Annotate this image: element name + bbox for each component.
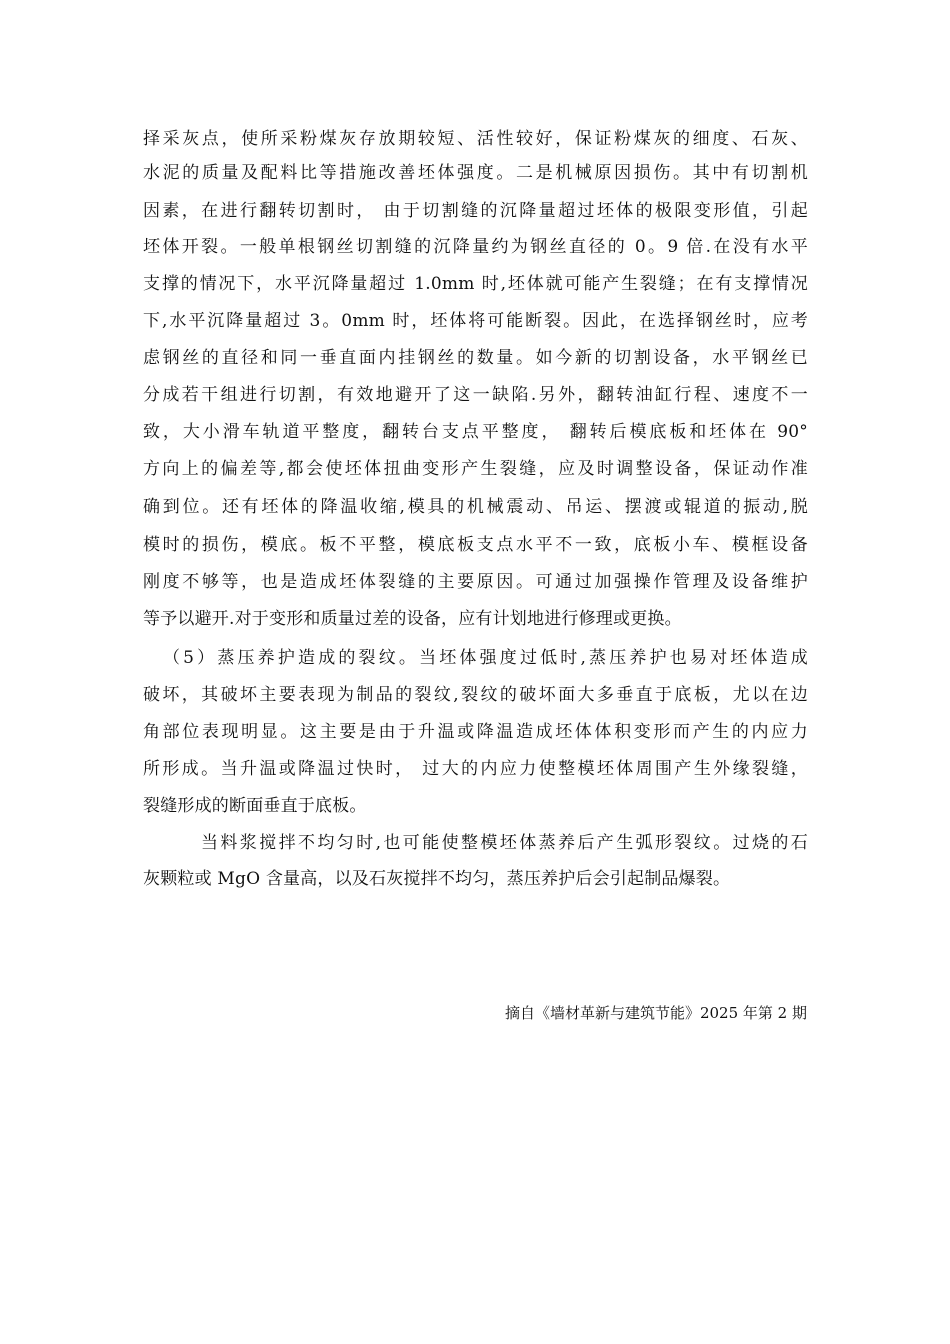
body-text-line: 支撑的情况下，水平沉降量超过 1.0mm 时,坯体就可能产生裂缝；在有支撑情况 [143, 274, 808, 294]
body-text-line: 刚度不够等，也是造成坯体裂缝的主要原因。可通过加强操作管理及设备维护 [143, 572, 808, 592]
body-text-line: 方向上的偏差等,都会使坯体扭曲变形产生裂缝，应及时调整设备，保证动作准 [143, 459, 808, 479]
body-text-line: 模时的损伤，模底。板不平整，模底板支点水平不一致，底板小车、模框设备 [143, 535, 808, 555]
body-text-line: 水泥的质量及配料比等措施改善坯体强度。二是机械原因损伤。其中有切割机 [143, 163, 808, 183]
body-text-line: 因素，在进行翻转切割时， 由于切割缝的沉降量超过坯体的极限变形值，引起 [143, 201, 808, 221]
body-text-line: 当料浆搅拌不均匀时,也可能使整模坯体蒸养后产生弧形裂纹。过烧的石 [201, 833, 808, 853]
body-text-line: 下,水平沉降量超过 3。0mm 时，坯体将可能断裂。因此，在选择钢丝时，应考 [143, 311, 808, 331]
body-text-line: 裂缝形成的断面垂直于底板。 [143, 796, 367, 816]
body-text-line: 灰颗粒或 MgO 含量高，以及石灰搅拌不均匀，蒸压养护后会引起制品爆裂。 [143, 869, 731, 889]
paragraph-heading-line: （5）蒸压养护造成的裂纹。当坯体强度过低时,蒸压养护也易对坯体造成 [163, 648, 808, 668]
body-text-line: 确到位。还有坯体的降温收缩,模具的机械震动、吊运、摆渡或辊道的振动,脱 [143, 497, 808, 517]
body-text-line: 角部位表现明显。这主要是由于升温或降温造成坯体体积变形而产生的内应力 [143, 722, 808, 742]
body-text-line: 分成若干组进行切割，有效地避开了这一缺陷.另外，翻转油缸行程、速度不一 [143, 385, 808, 405]
body-text-line: 所形成。当升温或降温过快时， 过大的内应力使整模坯体周围产生外缘裂缝， [143, 759, 808, 779]
body-text-line: 坯体开裂。一般单根钢丝切割缝的沉降量约为钢丝直径的 0。9 倍.在没有水平 [143, 237, 808, 257]
body-text-line: 等予以避开.对于变形和质量过差的设备，应有计划地进行修理或更换。 [143, 609, 682, 629]
body-text-line: 择采灰点，使所采粉煤灰存放期较短、活性较好，保证粉煤灰的细度、石灰、 [143, 129, 808, 149]
body-text-line: 致，大小滑车轨道平整度，翻转台支点平整度， 翻转后模底板和坯体在 90° [143, 422, 808, 442]
source-citation: 摘自《墙材革新与建筑节能》2025 年第 2 期 [504, 1004, 807, 1022]
body-text-line: 虑钢丝的直径和同一垂直面内挂钢丝的数量。如今新的切割设备，水平钢丝已 [143, 348, 808, 368]
body-text-line: 破坏，其破坏主要表现为制品的裂纹,裂纹的破坏面大多垂直于底板，尤以在边 [143, 685, 808, 705]
